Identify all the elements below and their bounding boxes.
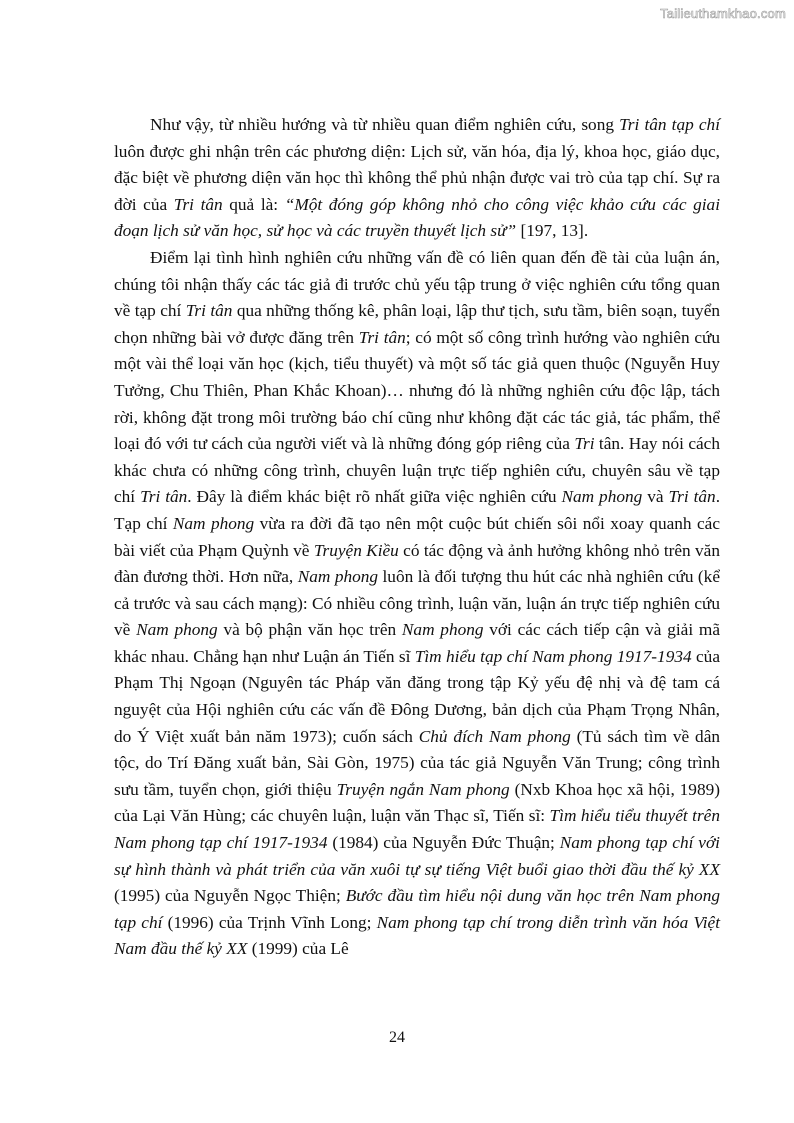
text-run: (1984) của Nguyễn Đức Thuận; bbox=[327, 833, 560, 853]
text-run: (1995) của Nguyễn Ngọc Thiện; bbox=[114, 886, 346, 906]
text-run: quả là: bbox=[222, 194, 285, 214]
italic-text-run: Tri tân bbox=[140, 487, 188, 507]
italic-text-run: Truyện Kiều bbox=[313, 540, 399, 560]
text-run: và bộ phận văn học trên bbox=[217, 620, 402, 640]
text-run: (Tủ sách tìm về dân tộc, do Trí Đăng xuất bản, Sài Gòn, 1975) của tác giả Nguyễn Văn Trung; công trình sưu tầm, tuyển chọn, giới thiệu bbox=[114, 726, 721, 799]
text-run: (1996) của Trịnh Vĩnh Long; bbox=[162, 912, 377, 932]
text-run: [197, 13]. bbox=[516, 221, 589, 241]
text-run: luôn là đối tượng thu hút các nhà nghiên cứu (kể cả trước và sau cách mạng): Có nhiều công trình, luận văn, luận án trực tiếp nghiên cứu về bbox=[114, 567, 720, 640]
italic-text-run: Nam phong bbox=[561, 487, 643, 507]
paragraph-2 bbox=[114, 245, 720, 963]
italic-text-run: Tìm hiểu tiểu thuyết trên Nam phong tạp chí 1917-1934 bbox=[114, 806, 720, 853]
page-number: 24 bbox=[389, 1029, 405, 1046]
italic-text-run: Tri bbox=[574, 434, 595, 454]
text-run: (1999) của Lê bbox=[247, 939, 349, 959]
text-run: Điểm lại tình hình nghiên cứu những vấn đề có liên quan đến đề tài của luận án, chúng tôi nhận thấy các tác giả đi trước chủ yếu tập trung ở việc nghiên cứu tổng quan về tạp chí bbox=[114, 247, 720, 321]
watermark-text: Tailieuthamkhao.com bbox=[660, 6, 786, 21]
italic-text-run: Tri tân bbox=[173, 194, 223, 214]
text-run: (Nxb Khoa học xã hội, 1989) của Lại Văn Hùng; các chuyên luận, luận văn Thạc sĩ, Tiến sĩ: bbox=[114, 779, 720, 826]
italic-text-run: Tri tân tạp chí bbox=[619, 115, 721, 134]
italic-text-run: Nam phong bbox=[136, 620, 218, 640]
text-run: . Tạp chí bbox=[114, 487, 721, 533]
text-run: và bbox=[642, 487, 669, 507]
italic-text-run: Bước đầu tìm hiểu nội dung văn học trên Nam phong tạp chí bbox=[114, 886, 720, 932]
text-run: với các cách tiếp cận và giải mã khác nhau. Chẳng hạn như Luận án Tiến sĩ bbox=[114, 620, 721, 666]
text-run: tân. Hay nói cách khác chưa có những công trình, chuyên luận trực tiếp nghiên cứu, chuyên sâu về tạp chí bbox=[114, 434, 720, 507]
text-run: có tác động và ảnh hưởng không nhỏ trên văn đàn đương thời. Hơn nữa, bbox=[114, 540, 720, 587]
italic-text-run: Tri tân bbox=[185, 301, 233, 321]
document-body bbox=[114, 112, 720, 963]
text-run: của Phạm Thị Ngoạn (Nguyên tác Pháp văn đăng trong tập Kỷ yếu đệ nhị và đệ tam cá nguyệt của Hội nghiên cứu các vấn đề Đông Dương, bản dịch của Phạm Trọng Nhân, do Ý Việt xuất bản năm 1973); cuốn sách bbox=[114, 646, 720, 746]
italic-text-run: Chủ đích Nam phong bbox=[418, 726, 571, 746]
italic-text-run: “Một đóng góp không nhỏ cho công việc khảo cứu các giai đoạn lịch sử văn học, sử học và các truyền thuyết lịch sử” bbox=[114, 194, 720, 241]
text-run: . Đây là điểm khác biệt rõ nhất giữa việc nghiên cứu bbox=[187, 487, 562, 507]
italic-text-run: Tìm hiểu tạp chí Nam phong 1917-1934 bbox=[414, 646, 692, 666]
text-run: vừa ra đời đã tạo nên một cuộc bút chiến sôi nổi xoay quanh các bài viết của Phạm Quỳnh về bbox=[114, 513, 720, 560]
italic-text-run: Nam phong tạp chí trong diễn trình văn hóa Việt Nam đầu thế kỷ XX bbox=[114, 912, 721, 959]
text-run: qua những thống kê, phân loại, lập thư tịch, sưu tầm, biên soạn, tuyển chọn những bài vở được đăng trên bbox=[114, 301, 721, 347]
italic-text-run: Nam phong bbox=[297, 567, 379, 587]
text-run: luôn được ghi nhận trên các phương diện: Lịch sử, văn hóa, địa lý, khoa học, giáo dục, đặc biệt về phương diện văn học thì không thể phủ nhận được vai trò của tạp chí. Sự ra đời của bbox=[114, 141, 720, 214]
italic-text-run: Nam phong bbox=[172, 513, 255, 533]
italic-text-run: Tri tân bbox=[358, 327, 406, 347]
italic-text-run: Tri tân bbox=[668, 487, 716, 507]
italic-text-run: Truyện ngắn Nam phong bbox=[336, 779, 510, 799]
paragraph-1 bbox=[114, 112, 720, 245]
text-run: Như vậy, từ nhiều hướng và từ nhiều quan điểm nghiên cứu, song bbox=[150, 115, 620, 134]
text-run: ; có một số công trình hướng vào nghiên cứu một vài thể loại văn học (kịch, tiểu thuyết) và một số tác giả quen thuộc (Nguyễn Huy Tưởng, Chu Thiên, Phan Khắc Khoan)… nhưng đó là những nghiên cứu độc lập, tách rời, không đặt trong môi trường báo chí cũng như không đặt các tác giả, tác phẩm, thể loại đó với tư cách của người viết và là những đóng góp riêng của bbox=[114, 327, 720, 454]
italic-text-run: Nam phong bbox=[401, 620, 484, 640]
italic-text-run: Nam phong tạp chí với sự hình thành và phát triển của văn xuôi tự sự tiếng Việt buổi giao thời đầu thế kỷ XX bbox=[114, 833, 720, 879]
